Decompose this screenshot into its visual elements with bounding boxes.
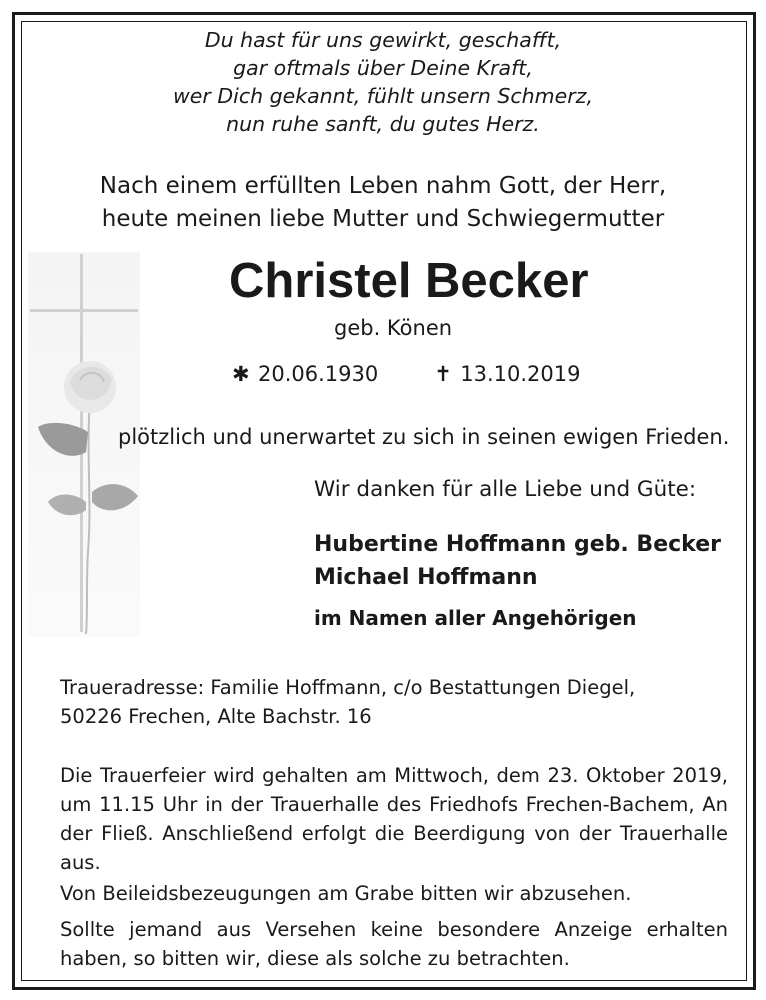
notice-note: Sollte jemand aus Versehen keine besondere Anzeige erhalten haben, so bitten wir, diese als solche zu betrachten. — [60, 918, 728, 970]
deceased-name: Christel Becker — [229, 254, 589, 308]
ceremony-text: Die Trauerfeier wird gehalten am Mittwoch, dem 23. Oktober 2019, um 11.15 Uhr in der Trauerhalle des Friedhofs Frechen-Bachem, An der Fließ. Anschließend erfolgt die Beerdigung von der Trauerhalle aus. — [60, 764, 728, 874]
intro-line: Nach einem erfüllten Leben nahm Gott, der Herr, — [99, 173, 667, 199]
statement-text: plötzlich und unerwartet zu sich in seinen ewigen Frieden. — [118, 425, 730, 449]
address-line: 50226 Frechen, Alte Bachstr. 16 — [60, 705, 372, 728]
condolence-note: Von Beileidsbezeugungen am Grabe bitten wir abzusehen. — [60, 882, 632, 905]
poem-line: nun ruhe sanft, du gutes Herz. — [226, 112, 540, 136]
family-member: Hubertine Hoffmann geb. Becker — [314, 532, 721, 557]
thanks-text: Wir danken für alle Liebe und Güte: — [314, 477, 697, 502]
intro-text — [0, 170, 766, 236]
birth-name: geb. Könen — [334, 316, 453, 340]
poem — [0, 26, 766, 138]
death-cross-icon: ✝ — [434, 362, 452, 386]
birth-date: 20.06.1930 — [258, 362, 379, 386]
intro-line: heute meinen liebe Mutter und Schwiegermutter — [101, 206, 665, 232]
family-member: Michael Hoffmann — [314, 565, 538, 590]
poem-line: gar oftmals über Deine Kraft, — [233, 56, 533, 80]
address-line: Traueradresse: Familie Hoffmann, c/o Bestattungen Diegel, — [60, 676, 636, 699]
poem-line: Du hast für uns gewirkt, geschafft, — [204, 28, 562, 52]
family-note: im Namen aller Angehörigen — [314, 606, 637, 630]
poem-line: wer Dich gekannt, fühlt unsern Schmerz, — [173, 84, 593, 108]
death-date: 13.10.2019 — [460, 362, 581, 386]
mourning-address — [60, 673, 728, 731]
life-dates — [232, 362, 581, 386]
birth-star-icon: ✱ — [232, 362, 250, 386]
